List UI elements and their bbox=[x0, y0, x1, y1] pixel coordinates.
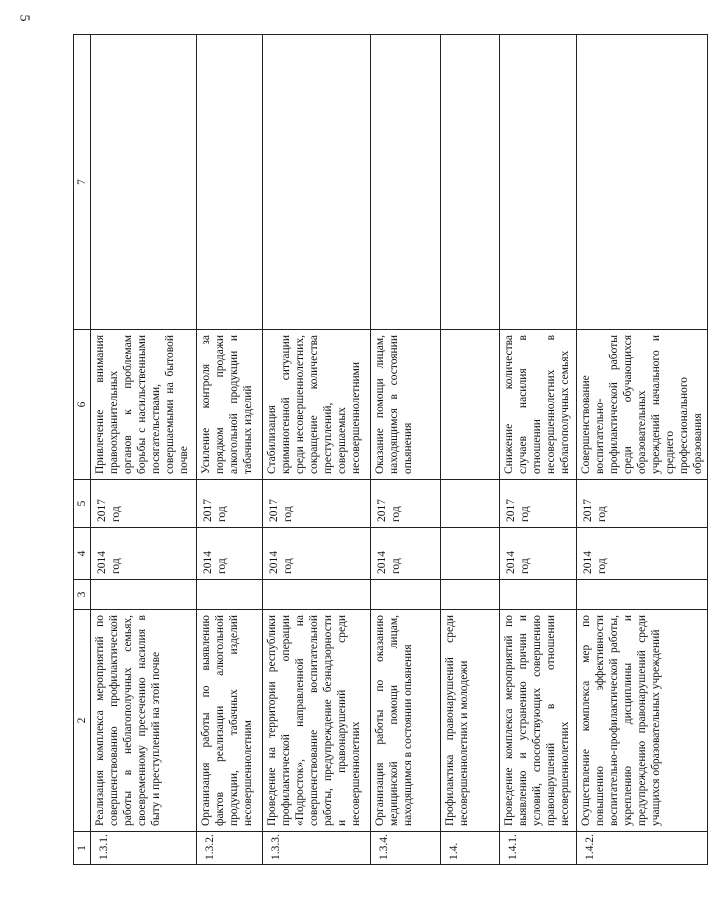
item-number: 1.3.2. bbox=[197, 832, 263, 865]
table-row bbox=[500, 35, 577, 865]
executor-cell bbox=[371, 580, 441, 610]
item-number: 1.4. bbox=[441, 832, 500, 865]
note-cell bbox=[263, 35, 371, 330]
result-cell: Оказание помощи лицам, находящимся в состоянии опьянения bbox=[371, 330, 441, 480]
note-cell bbox=[500, 35, 577, 330]
end-year-cell: 2017 год bbox=[577, 480, 708, 528]
start-year-cell: 2014 год bbox=[371, 528, 441, 580]
start-year-cell: 2014 год bbox=[197, 528, 263, 580]
end-year-cell: 2017 год bbox=[371, 480, 441, 528]
result-cell bbox=[441, 330, 500, 480]
column-header: 2 bbox=[74, 610, 91, 832]
executor-cell bbox=[441, 580, 500, 610]
item-number: 1.3.1. bbox=[91, 832, 197, 865]
result-cell: Стабилизация криминогенной ситуации среди несовершеннолетних, сокращение количества преступлений, совершаемых несовершеннолетними bbox=[263, 330, 371, 480]
activity-cell: Организация работы по выявлению фактов реализации алкогольной продукции, табачных изделий несовершеннолетним bbox=[197, 610, 263, 832]
note-cell bbox=[441, 35, 500, 330]
note-cell bbox=[577, 35, 708, 330]
table-row bbox=[263, 35, 371, 865]
item-number: 1.3.3. bbox=[263, 832, 371, 865]
activity-cell: Проведение комплекса мероприятий по выявлению и устранению причин и условий, способствующих совершению правонарушений в отношении несовершеннолетних bbox=[500, 610, 577, 832]
note-cell bbox=[91, 35, 197, 330]
column-header: 1 bbox=[74, 832, 91, 865]
activity-cell: Реализация комплекса мероприятий по совершенствованию профилактической работы в неблагополучных семьях, своевременному пресечению насилия в быту и преступлений на этой почве bbox=[91, 610, 197, 832]
activity-cell: Организация работы по оказанию медицинской помощи лицам, находящимся в состоянии опьянения bbox=[371, 610, 441, 832]
table-row bbox=[197, 35, 263, 865]
result-cell: Совершенствование воспитательно-профилактической работы среди обучающихся образовательных учреждений начального и среднего профессионального образования bbox=[577, 330, 708, 480]
result-cell: Усиление контроля за порядком продажи алкогольной продукции и табачных изделий bbox=[197, 330, 263, 480]
column-header: 5 bbox=[74, 480, 91, 528]
end-year-cell: 2017 год bbox=[263, 480, 371, 528]
activity-cell: Проведение на территории республики профилактической операции «Подросток», направленной на совершенствование воспитательной работы, предупреждение безнадзорности и правонарушений среди несовершеннолетних bbox=[263, 610, 371, 832]
column-header: 3 bbox=[74, 580, 91, 610]
executor-cell bbox=[577, 580, 708, 610]
result-cell: Снижение количества случаев насилия в отношении несовершеннолетних в неблагополучных семьях bbox=[500, 330, 577, 480]
table-row bbox=[441, 35, 500, 865]
end-year-cell bbox=[441, 480, 500, 528]
item-number: 1.4.2. bbox=[577, 832, 708, 865]
result-cell: Привлечение внимания правоохранительных органов к проблемам борьбы с насильственными посягательствами, совершаемыми на бытовой почве bbox=[91, 330, 197, 480]
activity-cell: Осуществление комплекса мер по повышению эффективности воспитательно-профилактической работы, укреплению дисциплины и предупреждению правонарушений среди учащихся образовательных учреждений bbox=[577, 610, 708, 832]
note-cell bbox=[371, 35, 441, 330]
column-header: 4 bbox=[74, 528, 91, 580]
header-row bbox=[74, 35, 91, 865]
table-row bbox=[91, 35, 197, 865]
column-header: 7 bbox=[74, 35, 91, 330]
start-year-cell: 2014 год bbox=[263, 528, 371, 580]
end-year-cell: 2017 год bbox=[91, 480, 197, 528]
start-year-cell: 2014 год bbox=[577, 528, 708, 580]
table-row bbox=[577, 35, 708, 865]
item-number: 1.3.4. bbox=[371, 832, 441, 865]
start-year-cell: 2014 год bbox=[91, 528, 197, 580]
end-year-cell: 2017 год bbox=[197, 480, 263, 528]
page-number: 5 bbox=[16, 14, 32, 22]
end-year-cell: 2017 год bbox=[500, 480, 577, 528]
executor-cell bbox=[263, 580, 371, 610]
start-year-cell bbox=[441, 528, 500, 580]
start-year-cell: 2014 год bbox=[500, 528, 577, 580]
measures-table bbox=[73, 34, 708, 865]
rotated-page bbox=[73, 35, 705, 865]
executor-cell bbox=[91, 580, 197, 610]
column-header: 6 bbox=[74, 330, 91, 480]
item-number: 1.4.1. bbox=[500, 832, 577, 865]
executor-cell bbox=[197, 580, 263, 610]
note-cell bbox=[197, 35, 263, 330]
table-row bbox=[371, 35, 441, 865]
executor-cell bbox=[500, 580, 577, 610]
activity-cell: Профилактика правонарушений среди несовершеннолетних и молодежи bbox=[441, 610, 500, 832]
